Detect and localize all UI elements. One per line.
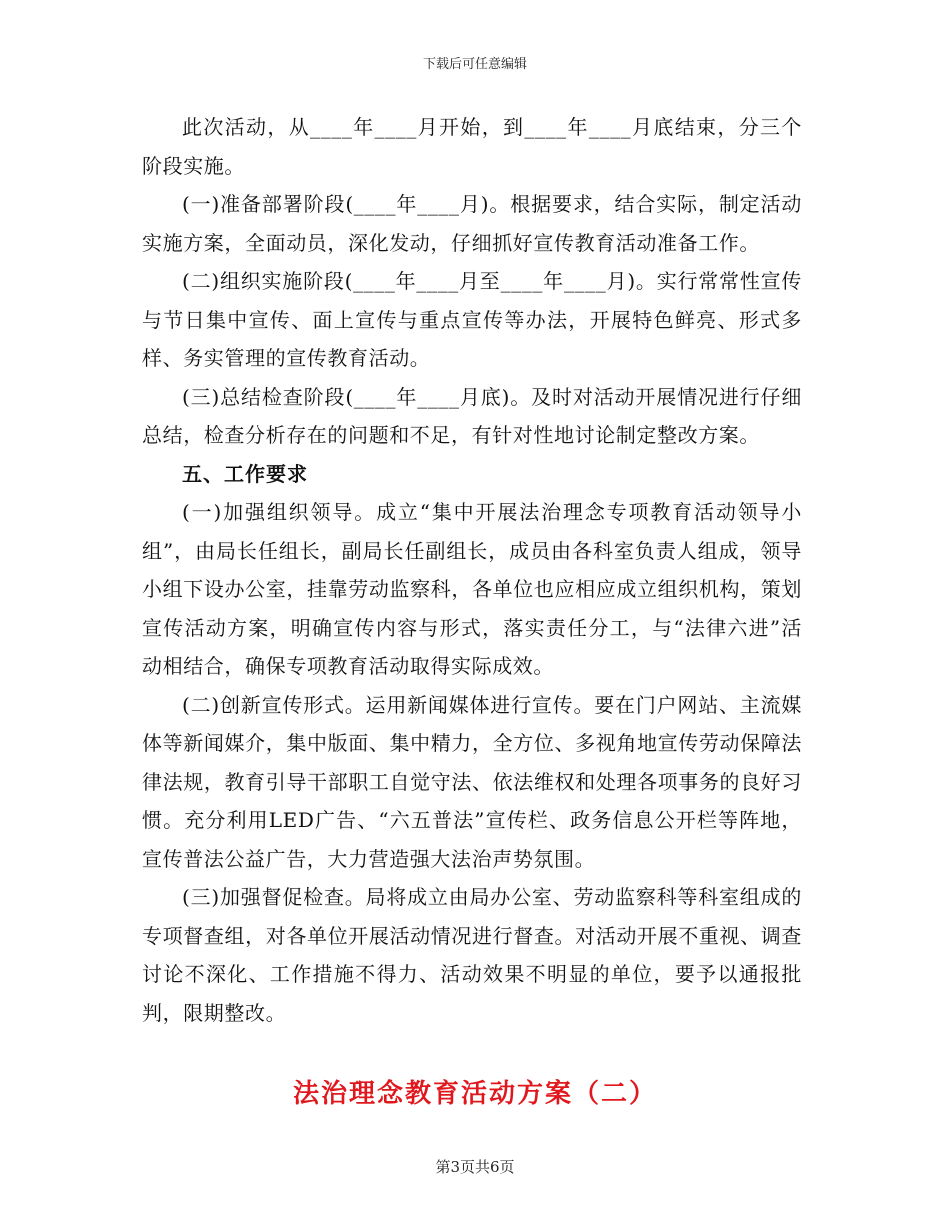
paragraph-requirement-2: (二)创新宣传形式。运用新闻媒体进行宣传。要在门户网站、主流媒体等新闻媒介，集中版面、集中精力，全方位、多视角地宣传劳动保障法律法规，教育引导干部职工自觉守法、依法维权和处理各项事务的良好习惯。充分利用LED广告、“六五普法”宣传栏、政务信息公开栏等阵地，宣传普法公益广告，大力营造强大法治声势氛围。 xyxy=(142,692,802,871)
page-header: 下载后可任意编辑 xyxy=(422,57,527,72)
paragraph-requirement-1: (一)加强组织领导。成立“集中开展法治理念专项教育活动领导小组”，由局长任组长，副局长任副组长，成员由各科室负责人组成，领导小组下设办公室，挂靠劳动监察科，各单位也应相应成立组织机构，策划宣传活动方案，明确宣传内容与形式，落实责任分工，与“法律六进”活动相结合，确保专项教育活动取得实际成效。 xyxy=(142,500,802,678)
paragraph-phase-2: (二)组织实施阶段(____年____月至____年____月)。实行常常性宣传与节日集中宣传、面上宣传与重点宣传等办法，开展特色鲜亮、形式多样、务实管理的宣传教育活动。 xyxy=(142,269,802,370)
paragraph-phase-1: (一)准备部署阶段(____年____月)。根据要求，结合实际，制定活动实施方案，全面动员，深化发动，仔细抓好宣传教育活动准备工作。 xyxy=(142,192,802,255)
paragraph-requirement-3: (三)加强督促检查。局将成立由局办公室、劳动监察科等科室组成的专项督查组，对各单位开展活动情况进行督查。对活动开展不重视、调查讨论不深化、工作措施不得力、活动效果不明显的单位，要予以通报批判，限期整改。 xyxy=(142,885,802,1025)
page-footer: 第3页共6页 xyxy=(435,1158,515,1176)
next-section-title: 法治理念教育活动方案（二） xyxy=(292,1079,657,1109)
section-heading-work-requirements: 五、工作要求 xyxy=(182,461,308,486)
paragraph-phase-3: (三)总结检查阶段(____年____月底)。及时对活动开展情况进行仔细总结，检查分析存在的问题和不足，有针对性地讨论制定整改方案。 xyxy=(142,384,802,447)
paragraph-schedule: 此次活动，从____年____月开始，到____年____月底结束，分三个阶段实施。 xyxy=(142,115,802,178)
document-body xyxy=(142,108,802,1032)
